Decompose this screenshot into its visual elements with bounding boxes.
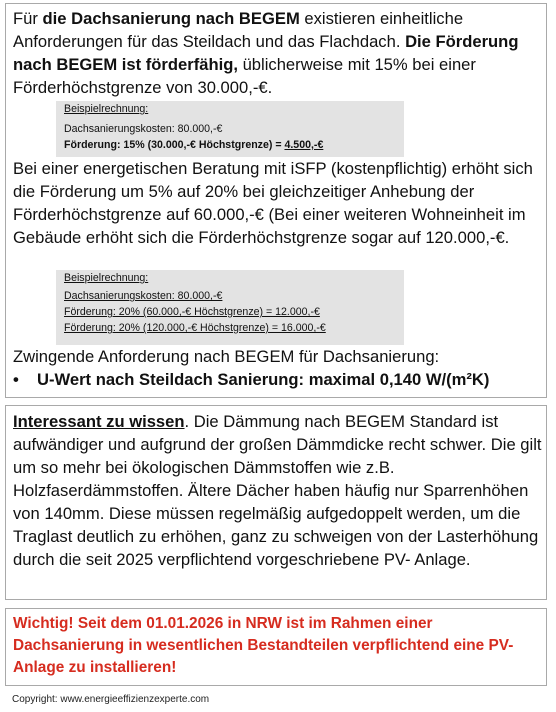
intro-text-1: Für <box>13 9 43 28</box>
copyright-notice: Copyright: www.energieeffizienzexperte.com <box>12 694 210 705</box>
info-heading: Interessant zu wissen <box>13 412 185 431</box>
example1-subsidy-main: Förderung: 15% (30.000,-€ Höchstgrenze) = <box>64 139 285 151</box>
example1-title: Beispielrechnung: <box>64 103 149 115</box>
warning-box <box>5 608 547 686</box>
intro-paragraph <box>13 7 545 99</box>
info-text: . Die Dämmung nach BEGEM Standard ist aufwändiger und aufgrund der großen Dämmdicke recht schwer. Die gilt um so mehr bei ökologischen Dämmstoffen wie z.B. Holzfaserdämmstoffen. Ältere Dächer haben häufig nur Sparrenhöhen von 140mm. Diese müssen regelmäßig aufgedoppelt werden, um die Traglast deutlich zu erhöhen, ganz zu schweigen von der Lasterhöhung durch die seit 2025 verpflichtend vorgeschriebene PV- Anlage. <box>13 412 542 569</box>
example-calculation-1 <box>56 101 404 157</box>
example1-subsidy-result: 4.500,-€ <box>284 139 324 151</box>
bullet-symbol: • <box>13 370 19 389</box>
intro-text-3: üblicherweise mit 15% bei einer Förderhöchstgrenze von 30.000,-€. <box>13 55 476 97</box>
isfp-paragraph: Bei einer energetischen Beratung mit iSFP (kostenpflichtig) erhöht sich die Förderung um 5% auf 20% bei gleichzeitiger Anhebung der Förderhöchstgrenze auf 60.000,-€ (Bei einer weiteren Wohneinheit im Gebäude erhöht sich die Förderhöchstgrenze sogar auf 120.000,-€. <box>13 159 533 247</box>
intro-bold-2: Die Förderung nach BEGEM ist förderfähig, <box>13 32 519 74</box>
example2-subsidy-60000: Förderung: 20% (60.000,-€ Höchstgrenze) = 12.000,-€ <box>64 306 320 318</box>
example1-subsidy <box>64 137 396 153</box>
u-value-bullet <box>13 368 489 391</box>
intro-text-2: existieren einheitliche Anforderungen für das Steildach und das Flachdach. <box>13 9 464 51</box>
warning-text: Wichtig! Seit dem 01.01.2026 in NRW ist im Rahmen einer Dachsanierung in wesentlichen Bestandteilen verpflichtend eine PV-Anlage zu installieren! <box>13 615 514 676</box>
info-box <box>5 405 547 600</box>
intro-bold-1: die Dachsanierung nach BEGEM <box>42 9 300 28</box>
u-value-text: U-Wert nach Steildach Sanierung: maximal 0,140 W/(m²K) <box>37 370 490 389</box>
example1-costs: Dachsanierungskosten: 80.000,-€ <box>64 123 223 135</box>
example2-title: Beispielrechnung: <box>64 272 149 284</box>
mandatory-requirement-intro: Zwingende Anforderung nach BEGEM für Dachsanierung: <box>13 347 440 366</box>
example-calculation-2 <box>56 270 404 345</box>
info-paragraph <box>13 410 545 571</box>
example2-costs: Dachsanierungskosten: 80.000,-€ <box>64 290 223 302</box>
requirements-box <box>5 3 547 398</box>
example2-subsidy-120000: Förderung: 20% (120.000,-€ Höchstgrenze) = 16.000,-€ <box>64 322 326 334</box>
